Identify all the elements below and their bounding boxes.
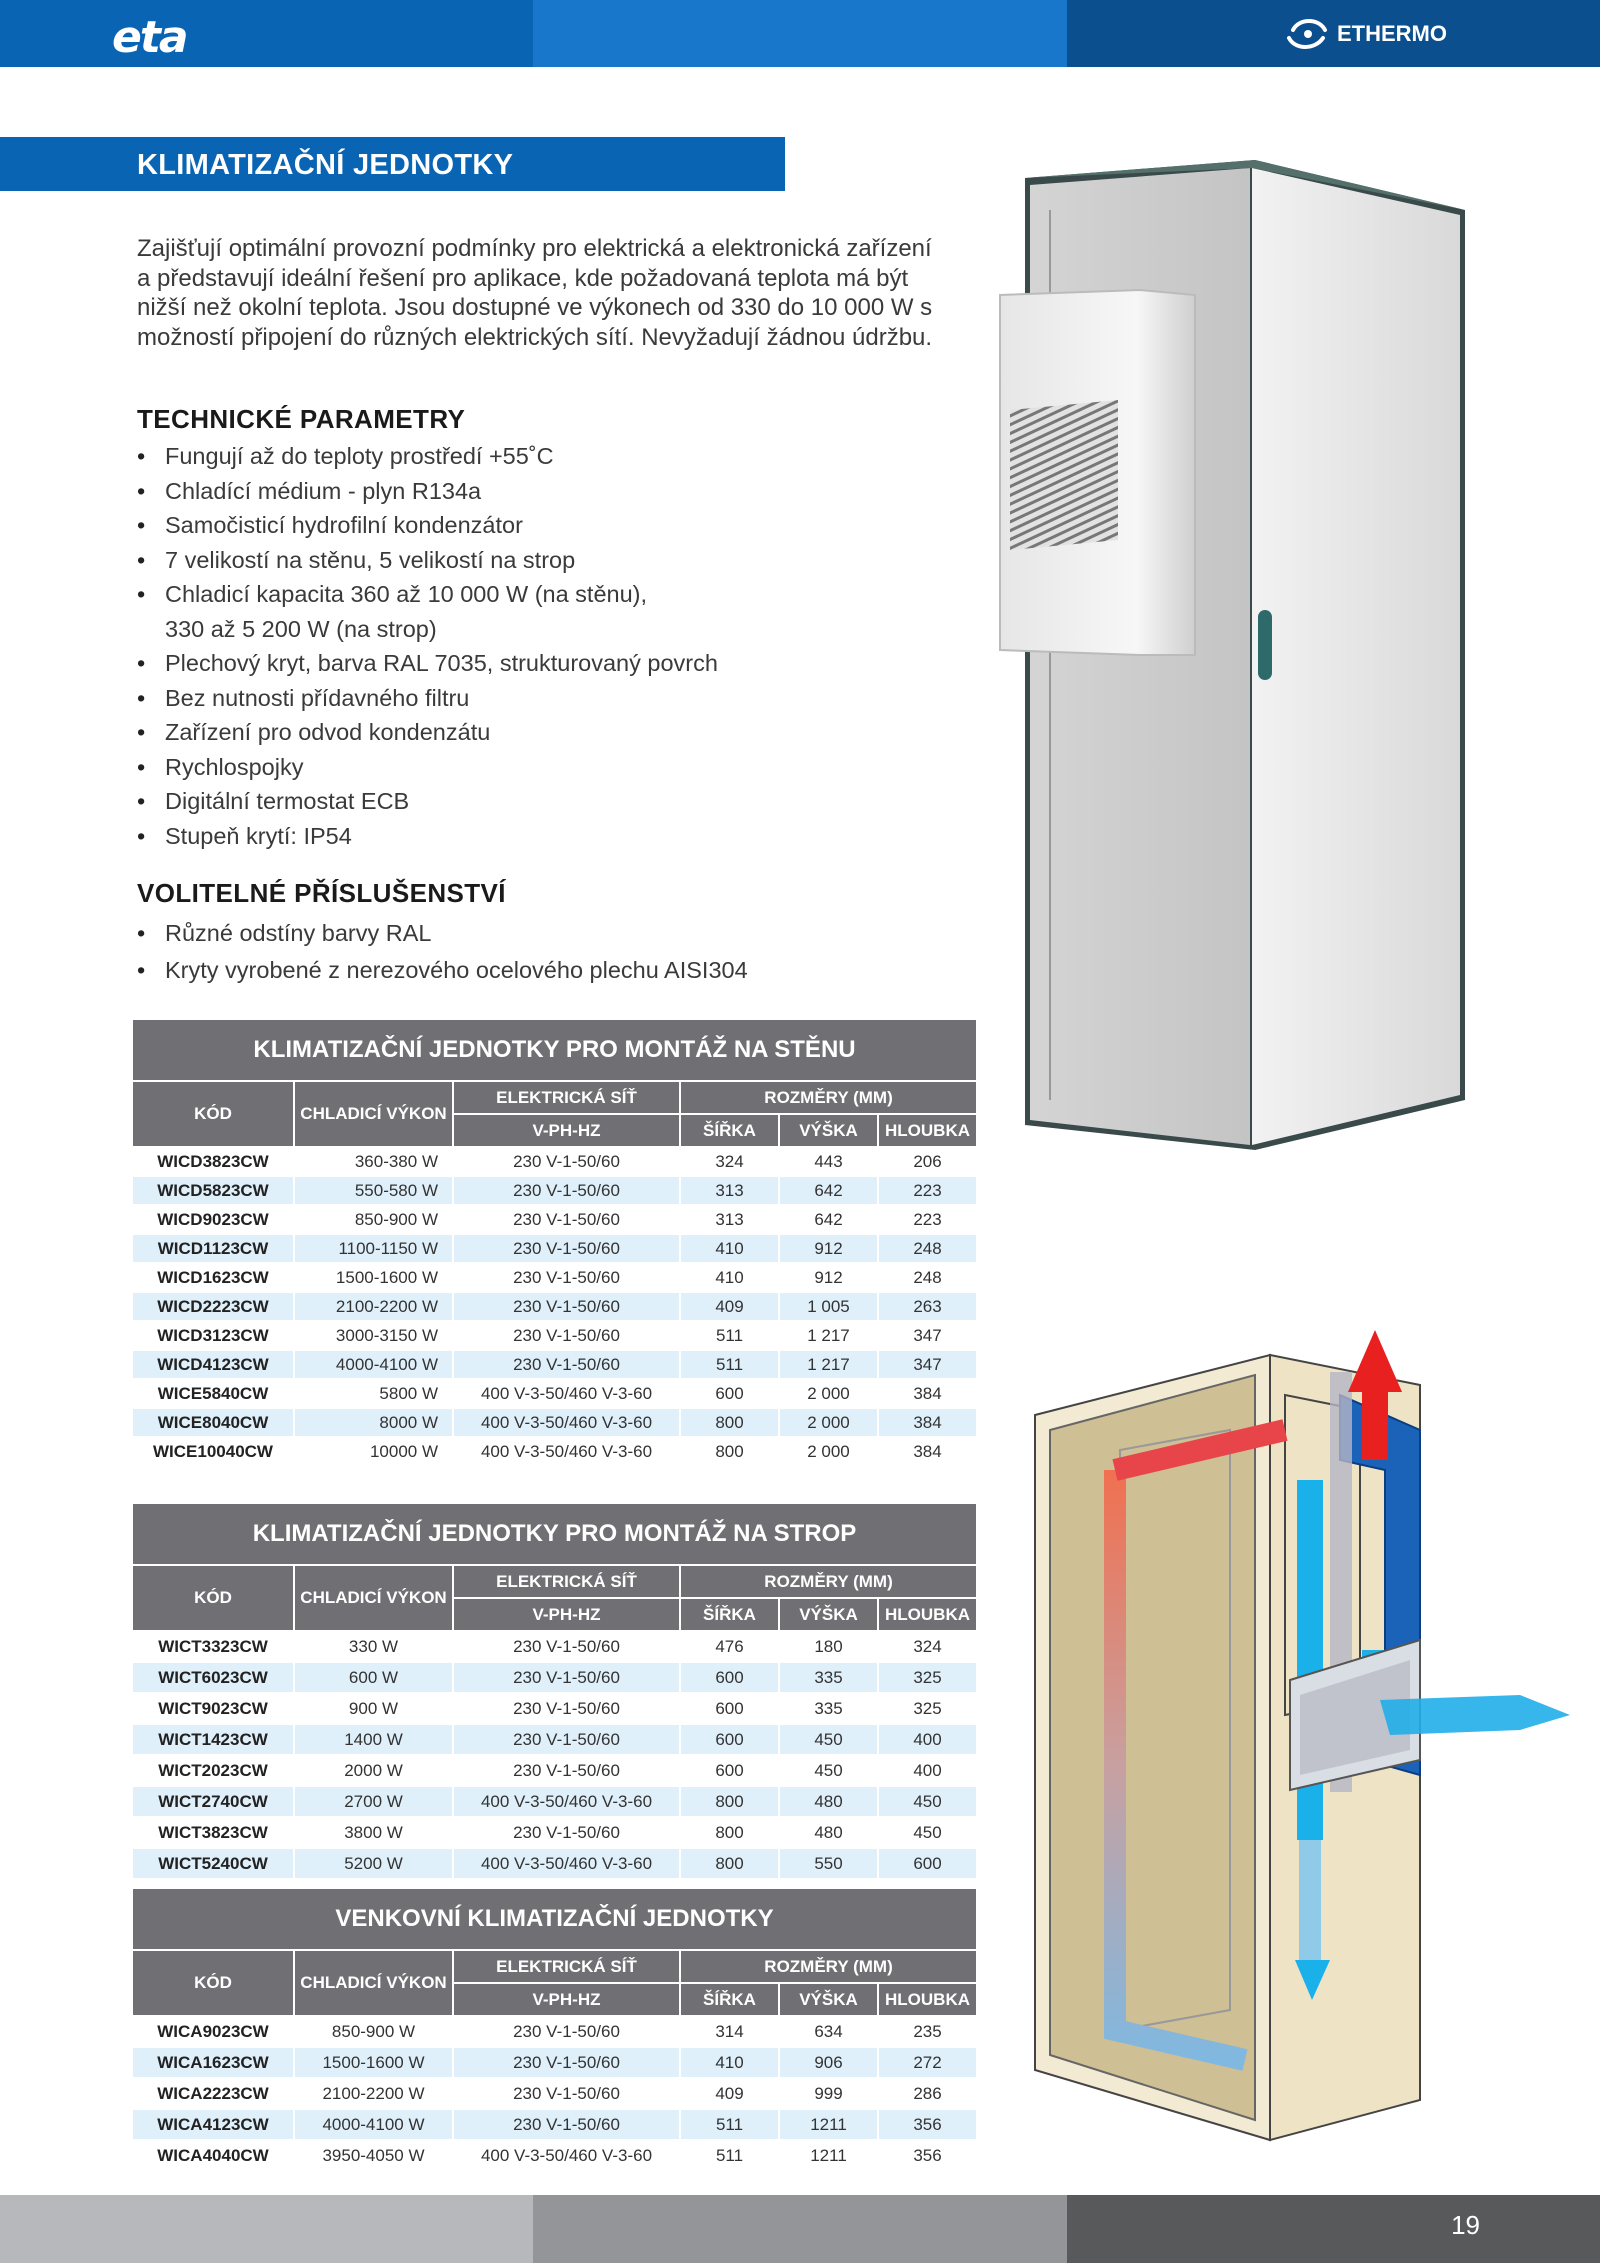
airflow-diagram-image	[1030, 1320, 1570, 2150]
table-row	[133, 2048, 976, 2077]
cell-cooling: 1100-1150 W	[295, 1235, 452, 1262]
table-title: KLIMATIZAČNÍ JEDNOTKY PRO MONTÁŽ NA STĚNU	[133, 1020, 976, 1080]
list-item: • Rychlospojky	[137, 750, 718, 785]
cell-width: 600	[681, 1663, 778, 1692]
header-depth: HLOUBKA	[879, 1984, 976, 2015]
cell-width: 324	[681, 1148, 778, 1175]
cell-code: WICT2740CW	[133, 1787, 293, 1816]
cell-height: 642	[780, 1206, 877, 1233]
cell-width: 511	[681, 2110, 778, 2139]
tech-params-list	[137, 439, 718, 853]
table-row	[133, 2079, 976, 2108]
cell-code: WICA4040CW	[133, 2141, 293, 2170]
table-row	[133, 1235, 976, 1262]
cell-power: 400 V-3-50/460 V-3-60	[454, 1380, 679, 1407]
cell-height: 2 000	[780, 1380, 877, 1407]
cell-code: WICE5840CW	[133, 1380, 293, 1407]
cell-width: 410	[681, 2048, 778, 2077]
cell-cooling: 330 W	[295, 1632, 452, 1661]
cell-power: 230 V-1-50/60	[454, 1663, 679, 1692]
list-item: • Kryty vyrobené z nerezového ocelového plechu AISI304	[137, 952, 748, 989]
header-width: ŠÍŘKA	[681, 1115, 778, 1146]
list-item: • Stupeň krytí: IP54	[137, 819, 718, 854]
cell-depth: 223	[879, 1206, 976, 1233]
table-title: KLIMATIZAČNÍ JEDNOTKY PRO MONTÁŽ NA STROP	[133, 1504, 976, 1564]
cell-height: 2 000	[780, 1438, 877, 1465]
cell-power: 230 V-1-50/60	[454, 1818, 679, 1847]
ceiling-units-table	[133, 1504, 976, 1878]
cell-code: WICA9023CW	[133, 2017, 293, 2046]
cell-depth: 400	[879, 1725, 976, 1754]
table-row	[133, 1177, 976, 1204]
cell-width: 314	[681, 2017, 778, 2046]
cell-width: 800	[681, 1849, 778, 1878]
cell-code: WICD3123CW	[133, 1322, 293, 1349]
cell-cooling: 2100-2200 W	[295, 1293, 452, 1320]
cell-height: 1 217	[780, 1322, 877, 1349]
list-item: • Bez nutnosti přídavného filtru	[137, 681, 718, 716]
header-cooling-capacity: CHLADICÍ VÝKON	[295, 1082, 452, 1146]
cell-depth: 206	[879, 1148, 976, 1175]
cell-width: 600	[681, 1694, 778, 1723]
cell-depth: 356	[879, 2141, 976, 2170]
spec-table	[131, 1949, 978, 2172]
cell-cooling: 5800 W	[295, 1380, 452, 1407]
cell-depth: 272	[879, 2048, 976, 2077]
cell-depth: 286	[879, 2079, 976, 2108]
cell-height: 335	[780, 1694, 877, 1723]
cell-width: 600	[681, 1725, 778, 1754]
cell-power: 230 V-1-50/60	[454, 1756, 679, 1785]
cell-height: 480	[780, 1787, 877, 1816]
table-row	[133, 1849, 976, 1878]
cell-cooling: 900 W	[295, 1694, 452, 1723]
cell-code: WICE8040CW	[133, 1409, 293, 1436]
cell-height: 180	[780, 1632, 877, 1661]
cell-height: 450	[780, 1725, 877, 1754]
cell-depth: 263	[879, 1293, 976, 1320]
cell-power: 230 V-1-50/60	[454, 1264, 679, 1291]
cell-width: 800	[681, 1787, 778, 1816]
cell-depth: 347	[879, 1351, 976, 1378]
cell-power: 230 V-1-50/60	[454, 2110, 679, 2139]
header-code: KÓD	[133, 1951, 293, 2015]
cell-height: 450	[780, 1756, 877, 1785]
cell-width: 511	[681, 1322, 778, 1349]
cell-power: 230 V-1-50/60	[454, 2079, 679, 2108]
table-row	[133, 1632, 976, 1661]
intro-paragraph: Zajišťují optimální provozní podmínky pro elektrická a elektronická zařízení a představují ideální řešení pro aplikace, kde požadovaná teplota má být nižší než okolní teplota. Jsou dostupné ve výkonech od 330 do 10 000 W s možností připojení do různých elektrických sítí. Nevyžadují žádnou údržbu.	[137, 235, 933, 351]
cell-width: 410	[681, 1264, 778, 1291]
cell-width: 476	[681, 1632, 778, 1661]
header-height: VÝŠKA	[780, 1599, 877, 1630]
cell-depth: 400	[879, 1756, 976, 1785]
header-cooling-capacity: CHLADICÍ VÝKON	[295, 1566, 452, 1630]
cell-cooling: 2000 W	[295, 1756, 452, 1785]
table-row	[133, 1756, 976, 1785]
header-depth: HLOUBKA	[879, 1115, 976, 1146]
cell-width: 511	[681, 2141, 778, 2170]
cell-width: 313	[681, 1177, 778, 1204]
cell-code: WICA4123CW	[133, 2110, 293, 2139]
cell-code: WICT2023CW	[133, 1756, 293, 1785]
cell-cooling: 2700 W	[295, 1787, 452, 1816]
cell-code: WICD5823CW	[133, 1177, 293, 1204]
table-row	[133, 1322, 976, 1349]
cell-power: 230 V-1-50/60	[454, 2048, 679, 2077]
cell-code: WICT5240CW	[133, 1849, 293, 1878]
cell-cooling: 600 W	[295, 1663, 452, 1692]
header-dimensions: ROZMĚRY (MM)	[681, 1951, 976, 1982]
cell-width: 409	[681, 2079, 778, 2108]
cell-height: 999	[780, 2079, 877, 2108]
header-dimensions: ROZMĚRY (MM)	[681, 1566, 976, 1597]
table-row	[133, 1694, 976, 1723]
header-power-supply: ELEKTRICKÁ SÍŤ	[454, 1082, 679, 1113]
cell-depth: 600	[879, 1849, 976, 1878]
cell-cooling: 550-580 W	[295, 1177, 452, 1204]
cell-height: 906	[780, 2048, 877, 2077]
page-number: 19	[1451, 2210, 1480, 2240]
cell-depth: 223	[879, 1177, 976, 1204]
cell-code: WICD1123CW	[133, 1235, 293, 1262]
cell-height: 550	[780, 1849, 877, 1878]
table-row	[133, 2141, 976, 2170]
cell-depth: 384	[879, 1409, 976, 1436]
cell-depth: 325	[879, 1663, 976, 1692]
header-power-sub: V-PH-HZ	[454, 1599, 679, 1630]
table-title: VENKOVNÍ KLIMATIZAČNÍ JEDNOTKY	[133, 1889, 976, 1949]
header-dimensions: ROZMĚRY (MM)	[681, 1082, 976, 1113]
cell-code: WICT6023CW	[133, 1663, 293, 1692]
cell-height: 634	[780, 2017, 877, 2046]
cell-depth: 347	[879, 1322, 976, 1349]
cell-height: 335	[780, 1663, 877, 1692]
wall-units-table	[133, 1020, 976, 1465]
cell-width: 409	[681, 1293, 778, 1320]
cell-depth: 248	[879, 1264, 976, 1291]
cell-power: 230 V-1-50/60	[454, 1206, 679, 1233]
cell-cooling: 5200 W	[295, 1849, 452, 1878]
list-item: • Různé odstíny barvy RAL	[137, 915, 748, 952]
table-row	[133, 1409, 976, 1436]
header-segment-left	[0, 0, 533, 67]
cell-power: 400 V-3-50/460 V-3-60	[454, 2141, 679, 2170]
tech-params-heading: TECHNICKÉ PARAMETRY	[137, 404, 466, 434]
header-depth: HLOUBKA	[879, 1599, 976, 1630]
cell-code: WICA1623CW	[133, 2048, 293, 2077]
ethermo-swirl-icon	[1285, 16, 1331, 52]
list-item: • 7 velikostí na stěnu, 5 velikostí na strop	[137, 543, 718, 578]
cell-power: 400 V-3-50/460 V-3-60	[454, 1787, 679, 1816]
cell-cooling: 4000-4100 W	[295, 2110, 452, 2139]
table-row	[133, 1351, 976, 1378]
cell-code: WICD3823CW	[133, 1148, 293, 1175]
list-item: • Samočisticí hydrofilní kondenzátor	[137, 508, 718, 543]
cell-cooling: 1400 W	[295, 1725, 452, 1754]
footer-band	[0, 2195, 1600, 2263]
accessories-list	[137, 915, 748, 988]
table-row	[133, 2110, 976, 2139]
cell-cooling: 1500-1600 W	[295, 1264, 452, 1291]
header-width: ŠÍŘKA	[681, 1599, 778, 1630]
cell-width: 313	[681, 1206, 778, 1233]
cell-height: 1211	[780, 2110, 877, 2139]
cell-width: 600	[681, 1380, 778, 1407]
list-item: • Chladící médium - plyn R134a	[137, 474, 718, 509]
cell-depth: 325	[879, 1694, 976, 1723]
header-code: KÓD	[133, 1082, 293, 1146]
table-row	[133, 1293, 976, 1320]
cell-depth: 450	[879, 1818, 976, 1847]
header-cooling-capacity: CHLADICÍ VÝKON	[295, 1951, 452, 2015]
list-item: • Fungují až do teploty prostředí +55˚C	[137, 439, 718, 474]
cell-depth: 324	[879, 1632, 976, 1661]
table-row	[133, 1818, 976, 1847]
cell-width: 600	[681, 1756, 778, 1785]
cell-code: WICT9023CW	[133, 1694, 293, 1723]
cell-cooling: 360-380 W	[295, 1148, 452, 1175]
footer-segment-left	[0, 2195, 533, 2263]
cell-code: WICT1423CW	[133, 1725, 293, 1754]
table-row	[133, 1787, 976, 1816]
cell-code: WICD4123CW	[133, 1351, 293, 1378]
cell-power: 230 V-1-50/60	[454, 1235, 679, 1262]
cell-code: WICA2223CW	[133, 2079, 293, 2108]
header-width: ŠÍŘKA	[681, 1984, 778, 2015]
cell-cooling: 850-900 W	[295, 2017, 452, 2046]
header-power-sub: V-PH-HZ	[454, 1984, 679, 2015]
eta-logo: eta	[112, 12, 187, 63]
header-power-supply: ELEKTRICKÁ SÍŤ	[454, 1566, 679, 1597]
table-row	[133, 1725, 976, 1754]
cell-width: 410	[681, 1235, 778, 1262]
header-segment-middle	[533, 0, 1067, 67]
list-item-continuation: 330 až 5 200 W (na strop)	[165, 615, 437, 642]
list-item: • Plechový kryt, barva RAL 7035, strukturovaný povrch	[137, 646, 718, 681]
cell-power: 400 V-3-50/460 V-3-60	[454, 1438, 679, 1465]
cell-height: 642	[780, 1177, 877, 1204]
cell-cooling: 3800 W	[295, 1818, 452, 1847]
footer-segment-middle	[533, 2195, 1067, 2263]
cell-height: 1 005	[780, 1293, 877, 1320]
cell-depth: 450	[879, 1787, 976, 1816]
accessories-heading: VOLITELNÉ PŘÍSLUŠENSTVÍ	[137, 878, 506, 908]
cell-height: 912	[780, 1264, 877, 1291]
header-height: VÝŠKA	[780, 1115, 877, 1146]
cell-code: WICT3323CW	[133, 1632, 293, 1661]
cell-power: 230 V-1-50/60	[454, 1322, 679, 1349]
cell-power: 230 V-1-50/60	[454, 1632, 679, 1661]
cell-depth: 356	[879, 2110, 976, 2139]
cell-width: 800	[681, 1438, 778, 1465]
header-power-sub: V-PH-HZ	[454, 1115, 679, 1146]
cell-power: 230 V-1-50/60	[454, 1293, 679, 1320]
table-row	[133, 1663, 976, 1692]
cell-depth: 384	[879, 1438, 976, 1465]
cell-depth: 384	[879, 1380, 976, 1407]
cell-height: 1211	[780, 2141, 877, 2170]
spec-table	[131, 1080, 978, 1467]
outdoor-units-table	[133, 1889, 976, 2170]
cell-width: 511	[681, 1351, 778, 1378]
cell-height: 1 217	[780, 1351, 877, 1378]
cell-width: 800	[681, 1818, 778, 1847]
table-row	[133, 1264, 976, 1291]
cell-cooling: 3950-4050 W	[295, 2141, 452, 2170]
cell-cooling: 3000-3150 W	[295, 1322, 452, 1349]
cell-power: 230 V-1-50/60	[454, 1694, 679, 1723]
cell-cooling: 8000 W	[295, 1409, 452, 1436]
cell-code: WICD9023CW	[133, 1206, 293, 1233]
cabinet-with-ac-unit-image	[990, 150, 1470, 1170]
list-item: • Zařízení pro odvod kondenzátu	[137, 715, 718, 750]
table-row	[133, 1438, 976, 1465]
cell-cooling: 2100-2200 W	[295, 2079, 452, 2108]
header-code: KÓD	[133, 1566, 293, 1630]
cell-power: 230 V-1-50/60	[454, 2017, 679, 2046]
cell-power: 400 V-3-50/460 V-3-60	[454, 1849, 679, 1878]
cell-height: 443	[780, 1148, 877, 1175]
ethermo-logo-text: ETHERMO	[1337, 21, 1447, 46]
cell-code: WICD1623CW	[133, 1264, 293, 1291]
ethermo-logo	[1285, 16, 1447, 52]
cell-height: 480	[780, 1818, 877, 1847]
table-row	[133, 2017, 976, 2046]
cell-depth: 235	[879, 2017, 976, 2046]
cell-power: 230 V-1-50/60	[454, 1148, 679, 1175]
cell-power: 230 V-1-50/60	[454, 1351, 679, 1378]
footer-segment-right	[1067, 2195, 1600, 2263]
spec-table	[131, 1564, 978, 1880]
cell-height: 2 000	[780, 1409, 877, 1436]
header-height: VÝŠKA	[780, 1984, 877, 2015]
cell-power: 230 V-1-50/60	[454, 1725, 679, 1754]
cell-depth: 248	[879, 1235, 976, 1262]
cell-cooling: 1500-1600 W	[295, 2048, 452, 2077]
cell-cooling: 4000-4100 W	[295, 1351, 452, 1378]
cell-code: WICE10040CW	[133, 1438, 293, 1465]
cell-cooling: 10000 W	[295, 1438, 452, 1465]
table-row	[133, 1380, 976, 1407]
cell-cooling: 850-900 W	[295, 1206, 452, 1233]
table-row	[133, 1148, 976, 1175]
cell-width: 800	[681, 1409, 778, 1436]
cell-power: 400 V-3-50/460 V-3-60	[454, 1409, 679, 1436]
section-title: KLIMATIZAČNÍ JEDNOTKY	[137, 149, 514, 181]
section-title-bar	[0, 137, 785, 191]
cell-power: 230 V-1-50/60	[454, 1177, 679, 1204]
cell-code: WICD2223CW	[133, 1293, 293, 1320]
list-item: • Digitální termostat ECB	[137, 784, 718, 819]
cell-height: 912	[780, 1235, 877, 1262]
header-power-supply: ELEKTRICKÁ SÍŤ	[454, 1951, 679, 1982]
cell-code: WICT3823CW	[133, 1818, 293, 1847]
table-row	[133, 1206, 976, 1233]
list-item: • Chladicí kapacita 360 až 10 000 W (na stěnu),	[137, 577, 718, 612]
